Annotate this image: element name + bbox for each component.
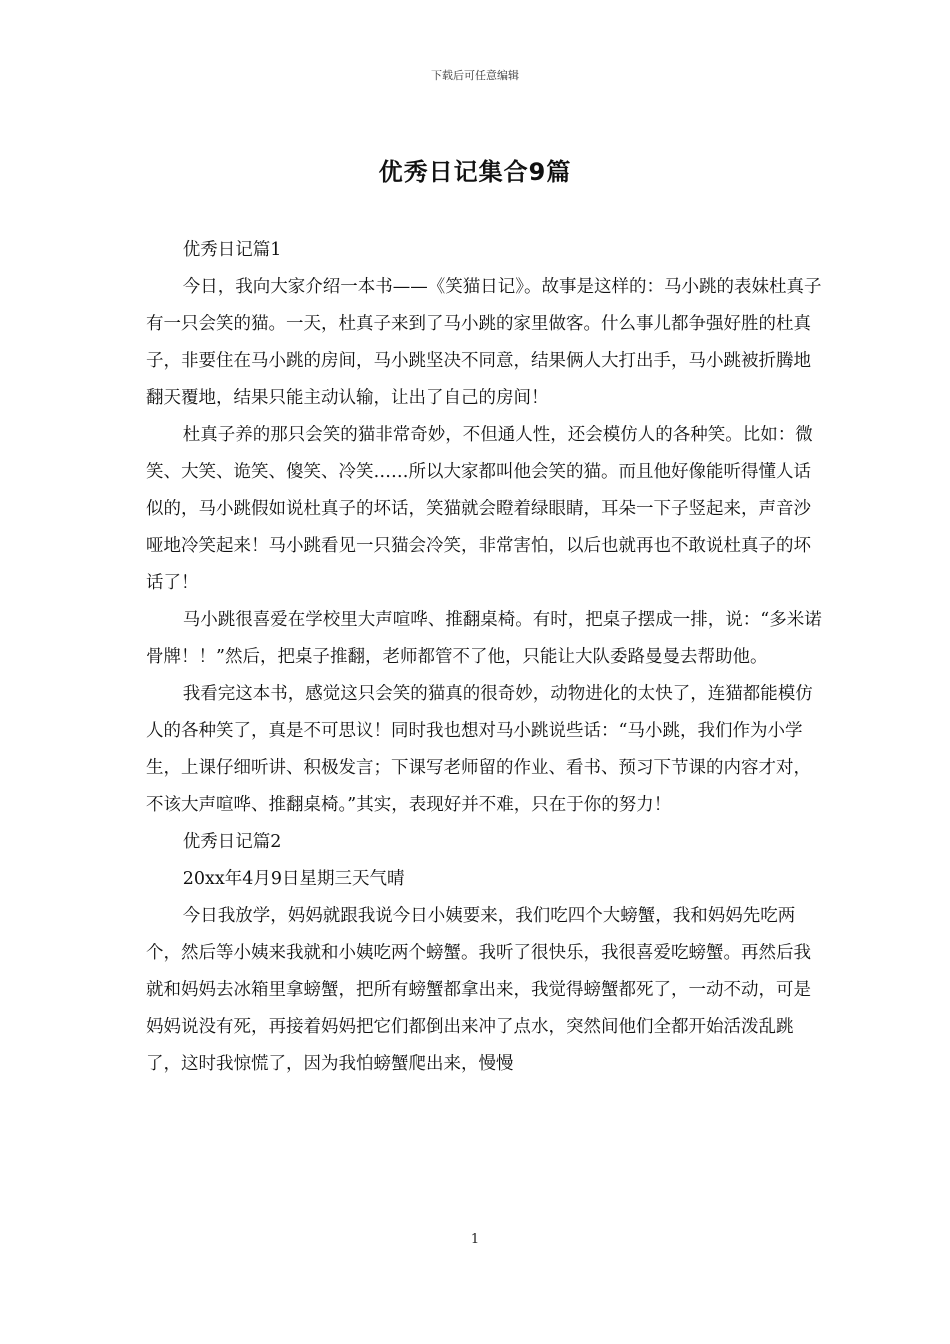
diary-date-line: 20xx年4月9日星期三天气晴 [182, 869, 405, 889]
document-body [146, 232, 826, 1083]
paragraph: 马小跳很喜爱在学校里大声喧哗、推翻桌椅。有时，把桌子摆成一排，说：“多米诺骨牌！！”然后，把桌子推翻，老师都管不了他，只能让大队委路曼曼去帮助他。 [146, 610, 822, 667]
paragraph: 今日，我向大家介绍一本书——《笑猫日记》。故事是这样的：马小跳的表妹杜真子有一只会笑的猫。一天，杜真子来到了马小跳的家里做客。什么事儿都争强好胜的杜真子，非要住在马小跳的房间，马小跳坚决不同意，结果俩人大打出手，马小跳被折腾地翻天覆地，结果只能主动认输，让出了自己的房间！ [146, 277, 822, 408]
paragraph: 今日我放学，妈妈就跟我说今日小姨要来，我们吃四个大螃蟹，我和妈妈先吃两个，然后等小姨来我就和小姨吃两个螃蟹。我听了很快乐，我很喜爱吃螃蟹。再然后我就和妈妈去冰箱里拿螃蟹，把所有螃蟹都拿出来，我觉得螃蟹都死了，一动不动，可是妈妈说没有死，再接着妈妈把它们都倒出来冲了点水，突然间他们全都开始活泼乱跳了，这时我惊慌了，因为我怕螃蟹爬出来，慢慢 [146, 906, 811, 1074]
section-heading-2: 优秀日记篇2 [182, 832, 282, 852]
paragraph: 杜真子养的那只会笑的猫非常奇妙，不但通人性，还会模仿人的各种笑。比如：微笑、大笑、诡笑、傻笑、冷笑……所以大家都叫他会笑的猫。而且他好像能听得懂人话似的，马小跳假如说杜真子的坏话，笑猫就会瞪着绿眼睛，耳朵一下子竖起来，声音沙哑地冷笑起来！马小跳看见一只猫会冷笑，非常害怕，以后也就再也不敢说杜真子的坏话了！ [146, 425, 813, 593]
paragraph: 我看完这本书，感觉这只会笑的猫真的很奇妙，动物进化的太快了，连猫都能模仿人的各种笑了，真是不可思议！同时我也想对马小跳说些话：“马小跳，我们作为小学生，上课仔细听讲、积极发言；下课写老师留的作业、看书、预习下节课的内容才对，不该大声喧哗、推翻桌椅。”其实，表现好并不难，只在于你的努力！ [146, 684, 813, 815]
section-heading-1: 优秀日记篇1 [182, 240, 282, 260]
page-header-note: 下载后可任意编辑 [431, 69, 519, 82]
page-number: 1 [470, 1232, 480, 1247]
document-title: 优秀日记集合9篇 [378, 158, 572, 186]
